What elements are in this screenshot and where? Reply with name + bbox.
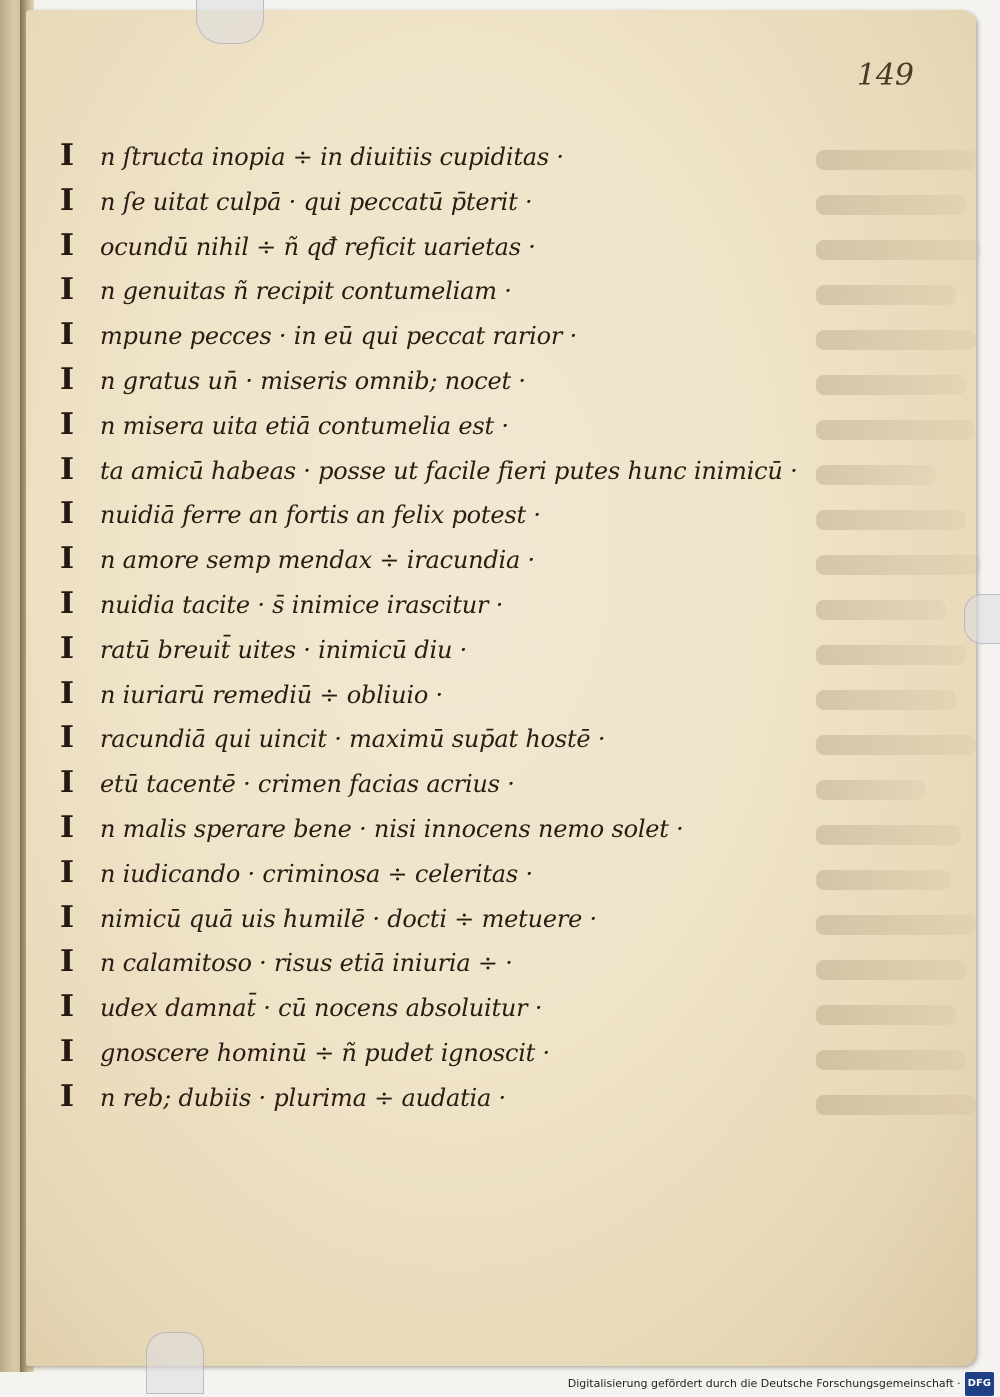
- line-initial: I: [60, 1078, 75, 1114]
- line-initial: I: [60, 585, 75, 621]
- text-line: [60, 985, 800, 1030]
- line-text: n genuitas ñ recipit contumeliam ·: [100, 277, 512, 306]
- line-initial: I: [60, 1033, 75, 1069]
- text-line: [60, 134, 800, 179]
- line-text: gnoscere hominū ÷ ñ pudet ignoscit ·: [100, 1038, 550, 1067]
- text-line: [60, 179, 800, 224]
- text-line: [60, 448, 800, 493]
- digitization-footer: [568, 1373, 994, 1395]
- line-text: n ſtructa inopia ÷ in diuitiis cupiditas ·: [100, 143, 564, 171]
- line-text: n amore semp mendax ÷ iracundia ·: [100, 546, 535, 575]
- line-text: udex damnat̄ · cū nocens absoluitur ·: [100, 994, 543, 1023]
- line-initial: I: [60, 541, 75, 577]
- line-initial: I: [60, 630, 75, 666]
- line-text: n iuriarū remediū ÷ obliuio ·: [100, 680, 443, 709]
- line-initial: I: [60, 138, 75, 173]
- line-text: ocundū nihil ÷ ñ qđ reficit uarietas ·: [100, 232, 536, 261]
- text-line: [60, 313, 800, 358]
- text-line: [60, 896, 800, 941]
- text-line: [60, 851, 800, 896]
- page-clip-top: [196, 0, 264, 44]
- line-initial: I: [60, 809, 75, 845]
- line-initial: I: [60, 989, 75, 1025]
- text-line: [60, 761, 800, 806]
- line-text: n calamitoso · risus etiā iniuria ÷ ·: [100, 949, 513, 978]
- line-text: nuidia tacite · s̄ inimice irascitur ·: [100, 590, 504, 619]
- line-text: mpune pecces · in eū qui peccat rarior ·: [100, 322, 578, 351]
- line-text: n iudicando · criminosa ÷ celeritas ·: [100, 859, 533, 888]
- text-line: [60, 582, 800, 627]
- text-line: [60, 268, 800, 313]
- line-initial: I: [60, 406, 75, 442]
- line-text: n gratus un̄ · miseris omnib; nocet ·: [100, 366, 526, 395]
- line-text: racundiā qui uincit · maximū sup̄at hostē ·: [100, 725, 606, 754]
- text-line: [60, 224, 800, 269]
- text-line: [60, 492, 800, 537]
- footer-credit: Digitalisierung gefördert durch die Deutsche Forschungsgemeinschaft ·: [567, 1377, 961, 1390]
- text-line: [60, 940, 800, 985]
- line-initial: I: [60, 272, 75, 308]
- text-line: [60, 537, 800, 582]
- line-initial: I: [60, 496, 75, 532]
- line-initial: I: [60, 720, 75, 756]
- line-text: n malis sperare bene · nisi innocens nemo solet ·: [100, 814, 684, 843]
- show-through-text: [816, 150, 986, 1130]
- text-line: [60, 806, 800, 851]
- page-clip-bottom: [146, 1332, 204, 1394]
- line-initial: I: [60, 227, 75, 263]
- text-line: [60, 403, 800, 448]
- line-initial: I: [60, 854, 75, 890]
- line-text: etū tacentē · crimen facias acrius ·: [100, 770, 515, 799]
- text-line: [60, 1030, 800, 1075]
- line-initial: I: [60, 361, 75, 397]
- line-text: nimicū quā uis humilē · docti ÷ metuere ·: [100, 904, 597, 933]
- line-text: nuidiā ferre an fortis an felix potest ·: [100, 501, 541, 530]
- folio-number: 149: [856, 58, 914, 93]
- text-block: [60, 134, 800, 1120]
- line-initial: I: [60, 944, 75, 980]
- text-line: [60, 627, 800, 672]
- line-initial: I: [60, 317, 75, 353]
- text-line: [60, 358, 800, 403]
- line-initial: I: [60, 451, 75, 487]
- text-line: [60, 672, 800, 717]
- text-line: [60, 716, 800, 761]
- line-initial: I: [60, 675, 75, 711]
- line-text: ratū breuit̄ uites · inimicū diu ·: [100, 635, 468, 664]
- line-text: n ſe uitat culpā · qui peccatū p̄terit ·: [100, 187, 533, 216]
- line-initial: I: [60, 765, 75, 801]
- line-text: n reb; dubiis · plurima ÷ audatia ·: [100, 1083, 506, 1112]
- line-initial: I: [60, 899, 75, 935]
- dfg-logo-icon: DFG: [965, 1372, 994, 1396]
- page-clip-right: [964, 594, 1000, 644]
- line-text: n misera uita etiā contumelia est ·: [100, 411, 509, 440]
- text-line: [60, 1075, 800, 1120]
- line-text: ta amicū habeas · posse ut facile fieri putes hunc inimicū ·: [100, 456, 798, 485]
- line-initial: I: [60, 182, 75, 218]
